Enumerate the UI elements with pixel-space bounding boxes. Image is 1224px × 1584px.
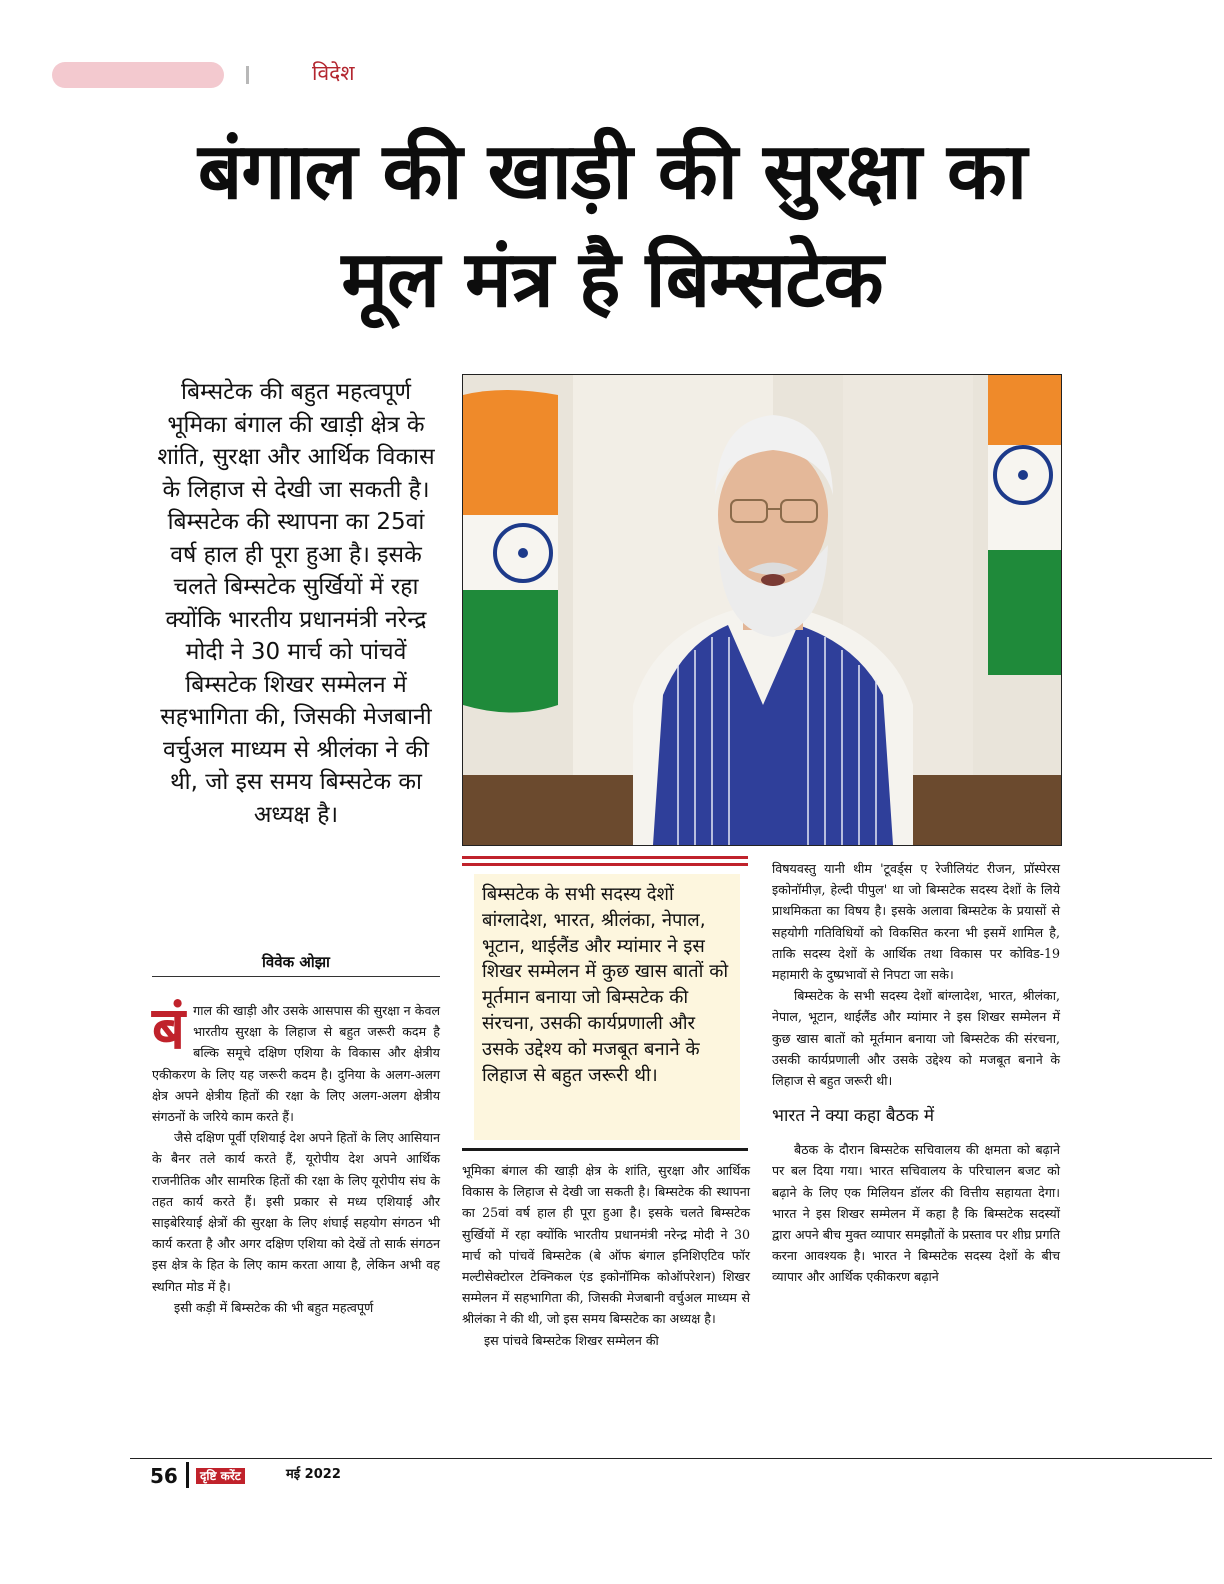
subheading: भारत ने क्या कहा बैठक में — [772, 1106, 935, 1127]
magazine-logo: दृष्टि करेंट — [196, 1468, 245, 1484]
section-label: विदेश — [312, 61, 355, 85]
quote-rule-top — [462, 856, 748, 859]
issue-date: मई 2022 — [286, 1467, 341, 1482]
byline: विवेक ओझा — [262, 953, 330, 971]
footer-rule — [130, 1458, 1212, 1459]
paragraph: बिम्सटेक के सभी सदस्य देशों बांग्लादेश, भारत, श्रीलंका, नेपाल, भूटान, थाईलैंड और म्यांमार ने इस शिखर सम्मेलन में कुछ खास बातों को मूर्तमान बनाया जो बिम्सटेक की संरचना, उसकी कार्यप्रणाली और उसके उद्देश्य को मजबूत बनाने के लिहाज से बहुत जरूरी थी। — [772, 988, 1060, 1089]
paragraph: इसी कड़ी में बिम्सटेक की भी बहुत महत्वपूर्ण — [174, 1299, 374, 1315]
photo-illustration — [463, 375, 1061, 845]
byline-rule — [152, 976, 440, 977]
pull-quote: बिम्सटेक के सभी सदस्य देशों बांग्लादेश, भारत, श्रीलंका, नेपाल, भूटान, थाईलैंड और म्यांमार ने इस शिखर सम्मेलन में कुछ खास बातों को मूर्तमान बनाया जो बिम्सटेक की संरचना, उसकी कार्यप्रणाली और उसके उद्देश्य को मजबूत बनाने के लिहाज से बहुत जरूरी थी। — [474, 874, 740, 1140]
paragraph: इस पांचवे बिम्सटेक शिखर सम्मेलन की — [484, 1332, 659, 1348]
drop-cap: बं — [152, 994, 186, 1062]
body-column-3 — [772, 858, 1060, 1288]
quote-rule-bottom — [462, 1148, 748, 1151]
footer-separator — [186, 1462, 189, 1488]
quote-rule-top-2 — [462, 863, 748, 866]
headline-line-1: बंगाल की खाड़ी की सुरक्षा का — [197, 127, 1027, 217]
body-column-1 — [152, 994, 440, 1318]
section-pill — [52, 62, 224, 88]
paragraph: विषयवस्तु यानी थीम 'टूवर्ड्स ए रेजीलियंट रीजन, प्रॉस्पेरस इकोनॉमीज़, हेल्दी पीपुल' था जो बिम्सटेक सदस्य देशों के लिये प्राथमिकता का विषय है। इसके अलावा बिम्सटेक के प्रयासों से सहयोगी गतिविधियों को विकसित करना भी इसमें शामिल है, ताकि सदस्य देशों के आर्थिक तथा विकास पर कोविड-19 महामारी के दुष्प्रभावों से निपटा जा सके। — [772, 861, 1060, 983]
paragraph: बैठक के दौरान बिम्सटेक सचिवालय की क्षमता को बढ़ाने पर बल दिया गया। भारत सचिवालय के परिचालन बजट को बढ़ाने के लिए एक मिलियन डॉलर की वित्तीय सहायता देगा। भारत ने इस शिखर सम्मेलन में कहा है कि बिम्सटेक सदस्यों द्वारा अपने बीच मुक्त व्यापार समझौतों के प्रस्ताव पर शीघ्र प्रगति करना आवश्यक है। भारत ने बिम्सटेक सदस्य देशों के बीच व्यापार और आर्थिक एकीकरण बढ़ाने — [772, 1142, 1060, 1285]
paragraph-text: गाल की खाड़ी और उसके आसपास की सुरक्षा न केवल भारतीय सुरक्षा के लिहाज से बहुत जरूरी कदम है बल्कि समूचे दक्षिण एशिया के विकास और क्षेत्रीय एकीकरण के लिए यह जरूरी कदम है। दुनिया के अलग-अलग क्षेत्र अपने क्षेत्रीय हितों की रक्षा के लिए अलग-अलग क्षेत्रीय संगठनों के जरिये काम करते हैं। — [152, 1003, 440, 1125]
standfirst: बिम्सटेक की बहुत महत्वपूर्ण भूमिका बंगाल की खाड़ी क्षेत्र के शांति, सुरक्षा और आर्थिक विकास के लिहाज से देखी जा सकती है। बिम्सटेक की स्थापना का 25वां वर्ष हाल ही पूरा हुआ है। इसके चलते बिम्सटेक सुर्खियों में रहा क्योंकि भारतीय प्रधानमंत्री नरेन्द्र मोदी ने 30 मार्च को पांचवें बिम्सटेक शिखर सम्मेलन में सहभागिता की, जिसकी मेजबानी वर्चुअल माध्यम से श्रीलंका ने की थी, जो इस समय बिम्सटेक का अध्यक्ष है। — [157, 379, 435, 828]
paragraph: भूमिका बंगाल की खाड़ी क्षेत्र के शांति, सुरक्षा और आर्थिक विकास के लिहाज से देखी जा सकती है। बिम्सटेक की स्थापना का 25वां वर्ष हाल ही पूरा हुआ है। इसके चलते बिम्सटेक सुर्खियों में रहा क्योंकि भारतीय प्रधानमंत्री नरेन्द्र मोदी ने 30 मार्च को पांचवें बिम्सटेक (बे ऑफ बंगाल इनिशिएटिव फॉर मल्टीसेक्टोरल टेक्निकल एंड इकोनॉमिक कोऑपरेशन) शिखर सम्मेलन में सहभागिता की, जिसकी मेजबानी वर्चुअल माध्यम से श्रीलंका ने की थी, जो इस समय बिम्सटेक का अध्यक्ष है। — [462, 1163, 750, 1327]
headline — [60, 118, 1164, 334]
paragraph: जैसे दक्षिण पूर्वी एशियाई देश अपने हितों के लिए आसियान के बैनर तले कार्य करते हैं, यूरोपीय देश अपने आर्थिक राजनीतिक और सामरिक हितों की रक्षा के लिए यूरोपीय संघ के तहत कार्य करते हैं। इसी प्रकार से मध्य एशियाई और साइबेरियाई क्षेत्रों की सुरक्षा के लिए शंघाई सहयोग संगठन भी कार्य करता है और अगर दक्षिण एशिया को देखें तो सार्क संगठन इस क्षेत्र के हित के लिए काम करता आया है, लेकिन अभी वह स्थगित मोड में है। — [152, 1130, 440, 1294]
page-number: 56 — [150, 1464, 178, 1488]
section-separator — [246, 66, 249, 84]
paragraph — [152, 994, 440, 1127]
headline-line-2: मूल मंत्र है बिम्सटेक — [341, 235, 883, 325]
article-photo — [462, 374, 1062, 846]
body-column-2 — [462, 1160, 750, 1351]
